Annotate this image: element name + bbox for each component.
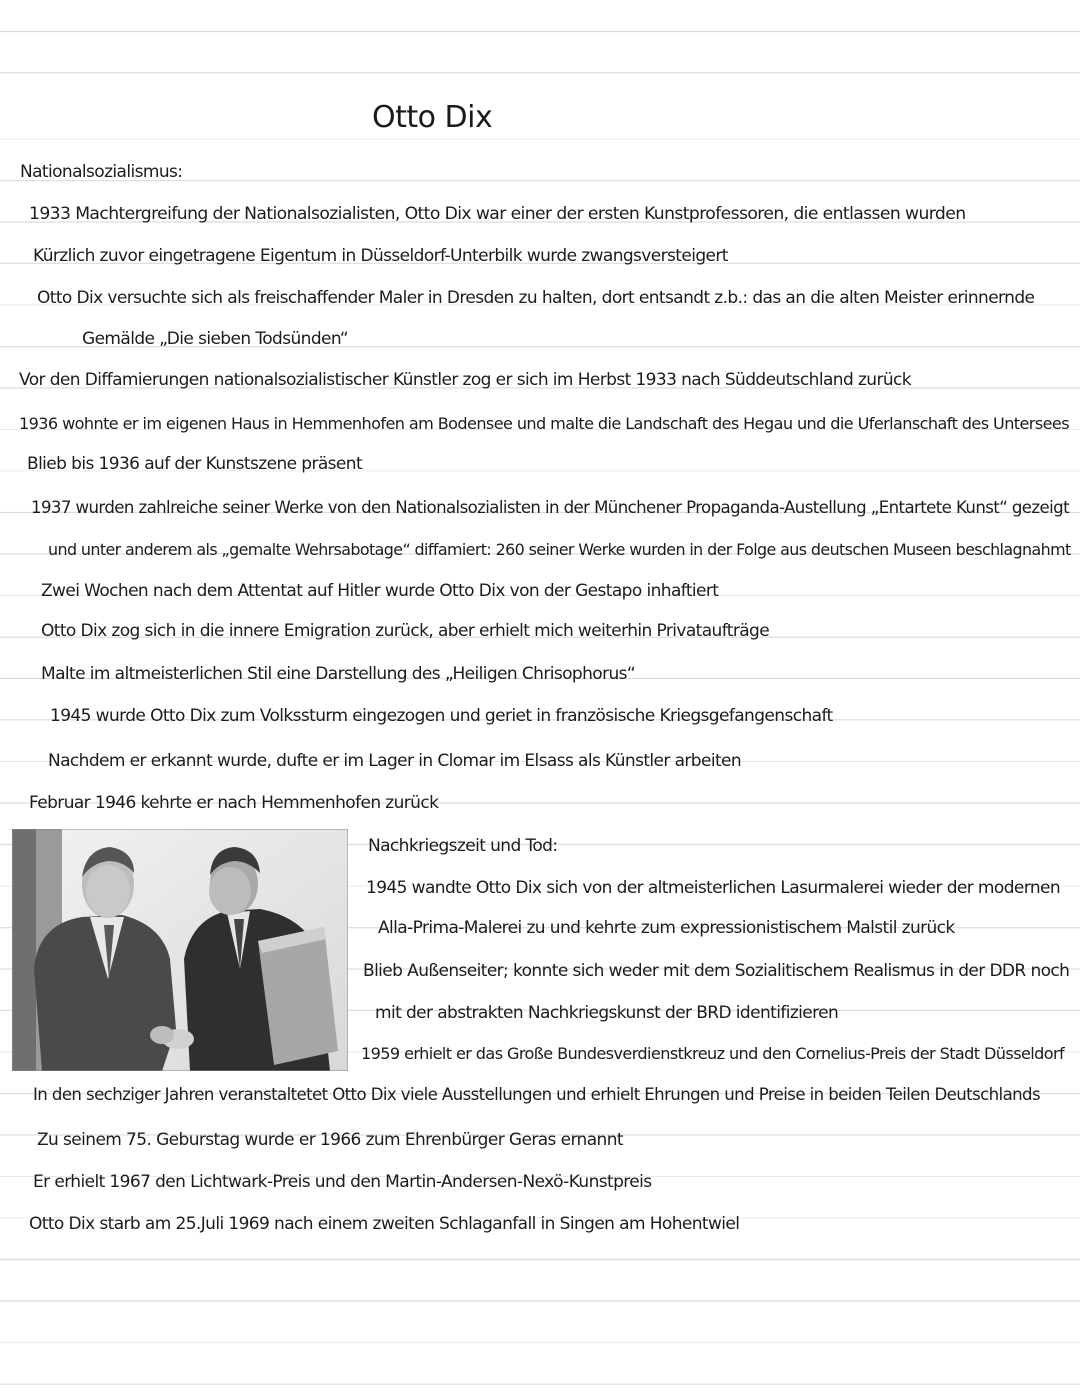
text-line: Otto Dix versuchte sich als freischaffender Maler in Dresden zu halten, dort entsandt z.b.: das an die alten Meister erinnernde [37,288,1035,308]
text-line: Otto Dix starb am 25.Juli 1969 nach einem zweiten Schlaganfall in Singen am Hohentwiel [29,1214,740,1234]
text-line: 1945 wurde Otto Dix zum Volkssturm eingezogen und geriet in französische Kriegsgefangenschaft [50,706,833,726]
text-line: Zu seinem 75. Geburstag wurde er 1966 zum Ehrenbürger Geras ernannt [37,1130,623,1150]
page-title: Otto Dix [372,100,493,135]
text-line: Februar 1946 kehrte er nach Hemmenhofen zurück [29,793,439,813]
text-line: Blieb bis 1936 auf der Kunstszene präsent [27,454,363,474]
photo-handshake [12,829,348,1071]
text-line: 1936 wohnte er im eigenen Haus in Hemmenhofen am Bodensee und malte die Landschaft des Hegau und die Uferlanschaft des Untersees [19,414,1069,433]
text-line: Alla-Prima-Malerei zu und kehrte zum expressionistischem Malstil zurück [378,918,955,938]
text-line: Vor den Diffamierungen nationalsozialistischer Künstler zog er sich im Herbst 1933 nach Süddeutschland zurück [19,370,912,390]
text-line: Blieb Außenseiter; konnte sich weder mit dem Sozialitischem Realismus in der DDR noch [363,961,1070,981]
text-line: Zwei Wochen nach dem Attentat auf Hitler wurde Otto Dix von der Gestapo inhaftiert [41,581,719,601]
text-line: und unter anderem als „gemalte Wehrsabotage“ diffamiert: 260 seiner Werke wurden in der Folge aus deutschen Museen beschlagnahmt [48,540,1071,559]
text-line: 1945 wandte Otto Dix sich von der altmeisterlichen Lasurmalerei wieder der modernen [366,878,1061,898]
text-line: Gemälde „Die sieben Todsünden“ [82,329,349,349]
text-line: Malte im altmeisterlichen Stil eine Darstellung des „Heiligen Chrisophorus“ [41,664,636,684]
text-line: Er erhielt 1967 den Lichtwark-Preis und den Martin-Andersen-Nexö-Kunstpreis [33,1172,652,1192]
text-line: In den sechziger Jahren veranstaltetet Otto Dix viele Ausstellungen und erhielt Ehrungen und Preise in beiden Teilen Deutschlands [33,1085,1041,1104]
text-line: 1933 Machtergreifung der Nationalsozialisten, Otto Dix war einer der ersten Kunstprofessoren, die entlassen wurden [29,204,966,224]
text-line: 1937 wurden zahlreiche seiner Werke von den Nationalsozialisten in der Münchener Propaganda-Austellung „Entartete Kunst“ gezeigt [31,498,1069,517]
section-heading-nationalsozialismus: Nationalsozialismus: [20,162,183,182]
text-line: Kürzlich zuvor eingetragene Eigentum in Düsseldorf-Unterbilk wurde zwangsversteigert [33,246,728,266]
text-line: Nachdem er erkannt wurde, dufte er im Lager in Clomar im Elsass als Künstler arbeiten [48,751,742,771]
text-line: mit der abstrakten Nachkriegskunst der BRD identifizieren [375,1003,839,1023]
text-line: 1959 erhielt er das Große Bundesverdienstkreuz und den Cornelius-Preis der Stadt Düsseldorf [361,1044,1065,1063]
section-heading-nachkriegszeit: Nachkriegszeit und Tod: [368,836,558,856]
text-line: Otto Dix zog sich in die innere Emigration zurück, aber erhielt mich weiterhin Privataufträge [41,621,770,641]
